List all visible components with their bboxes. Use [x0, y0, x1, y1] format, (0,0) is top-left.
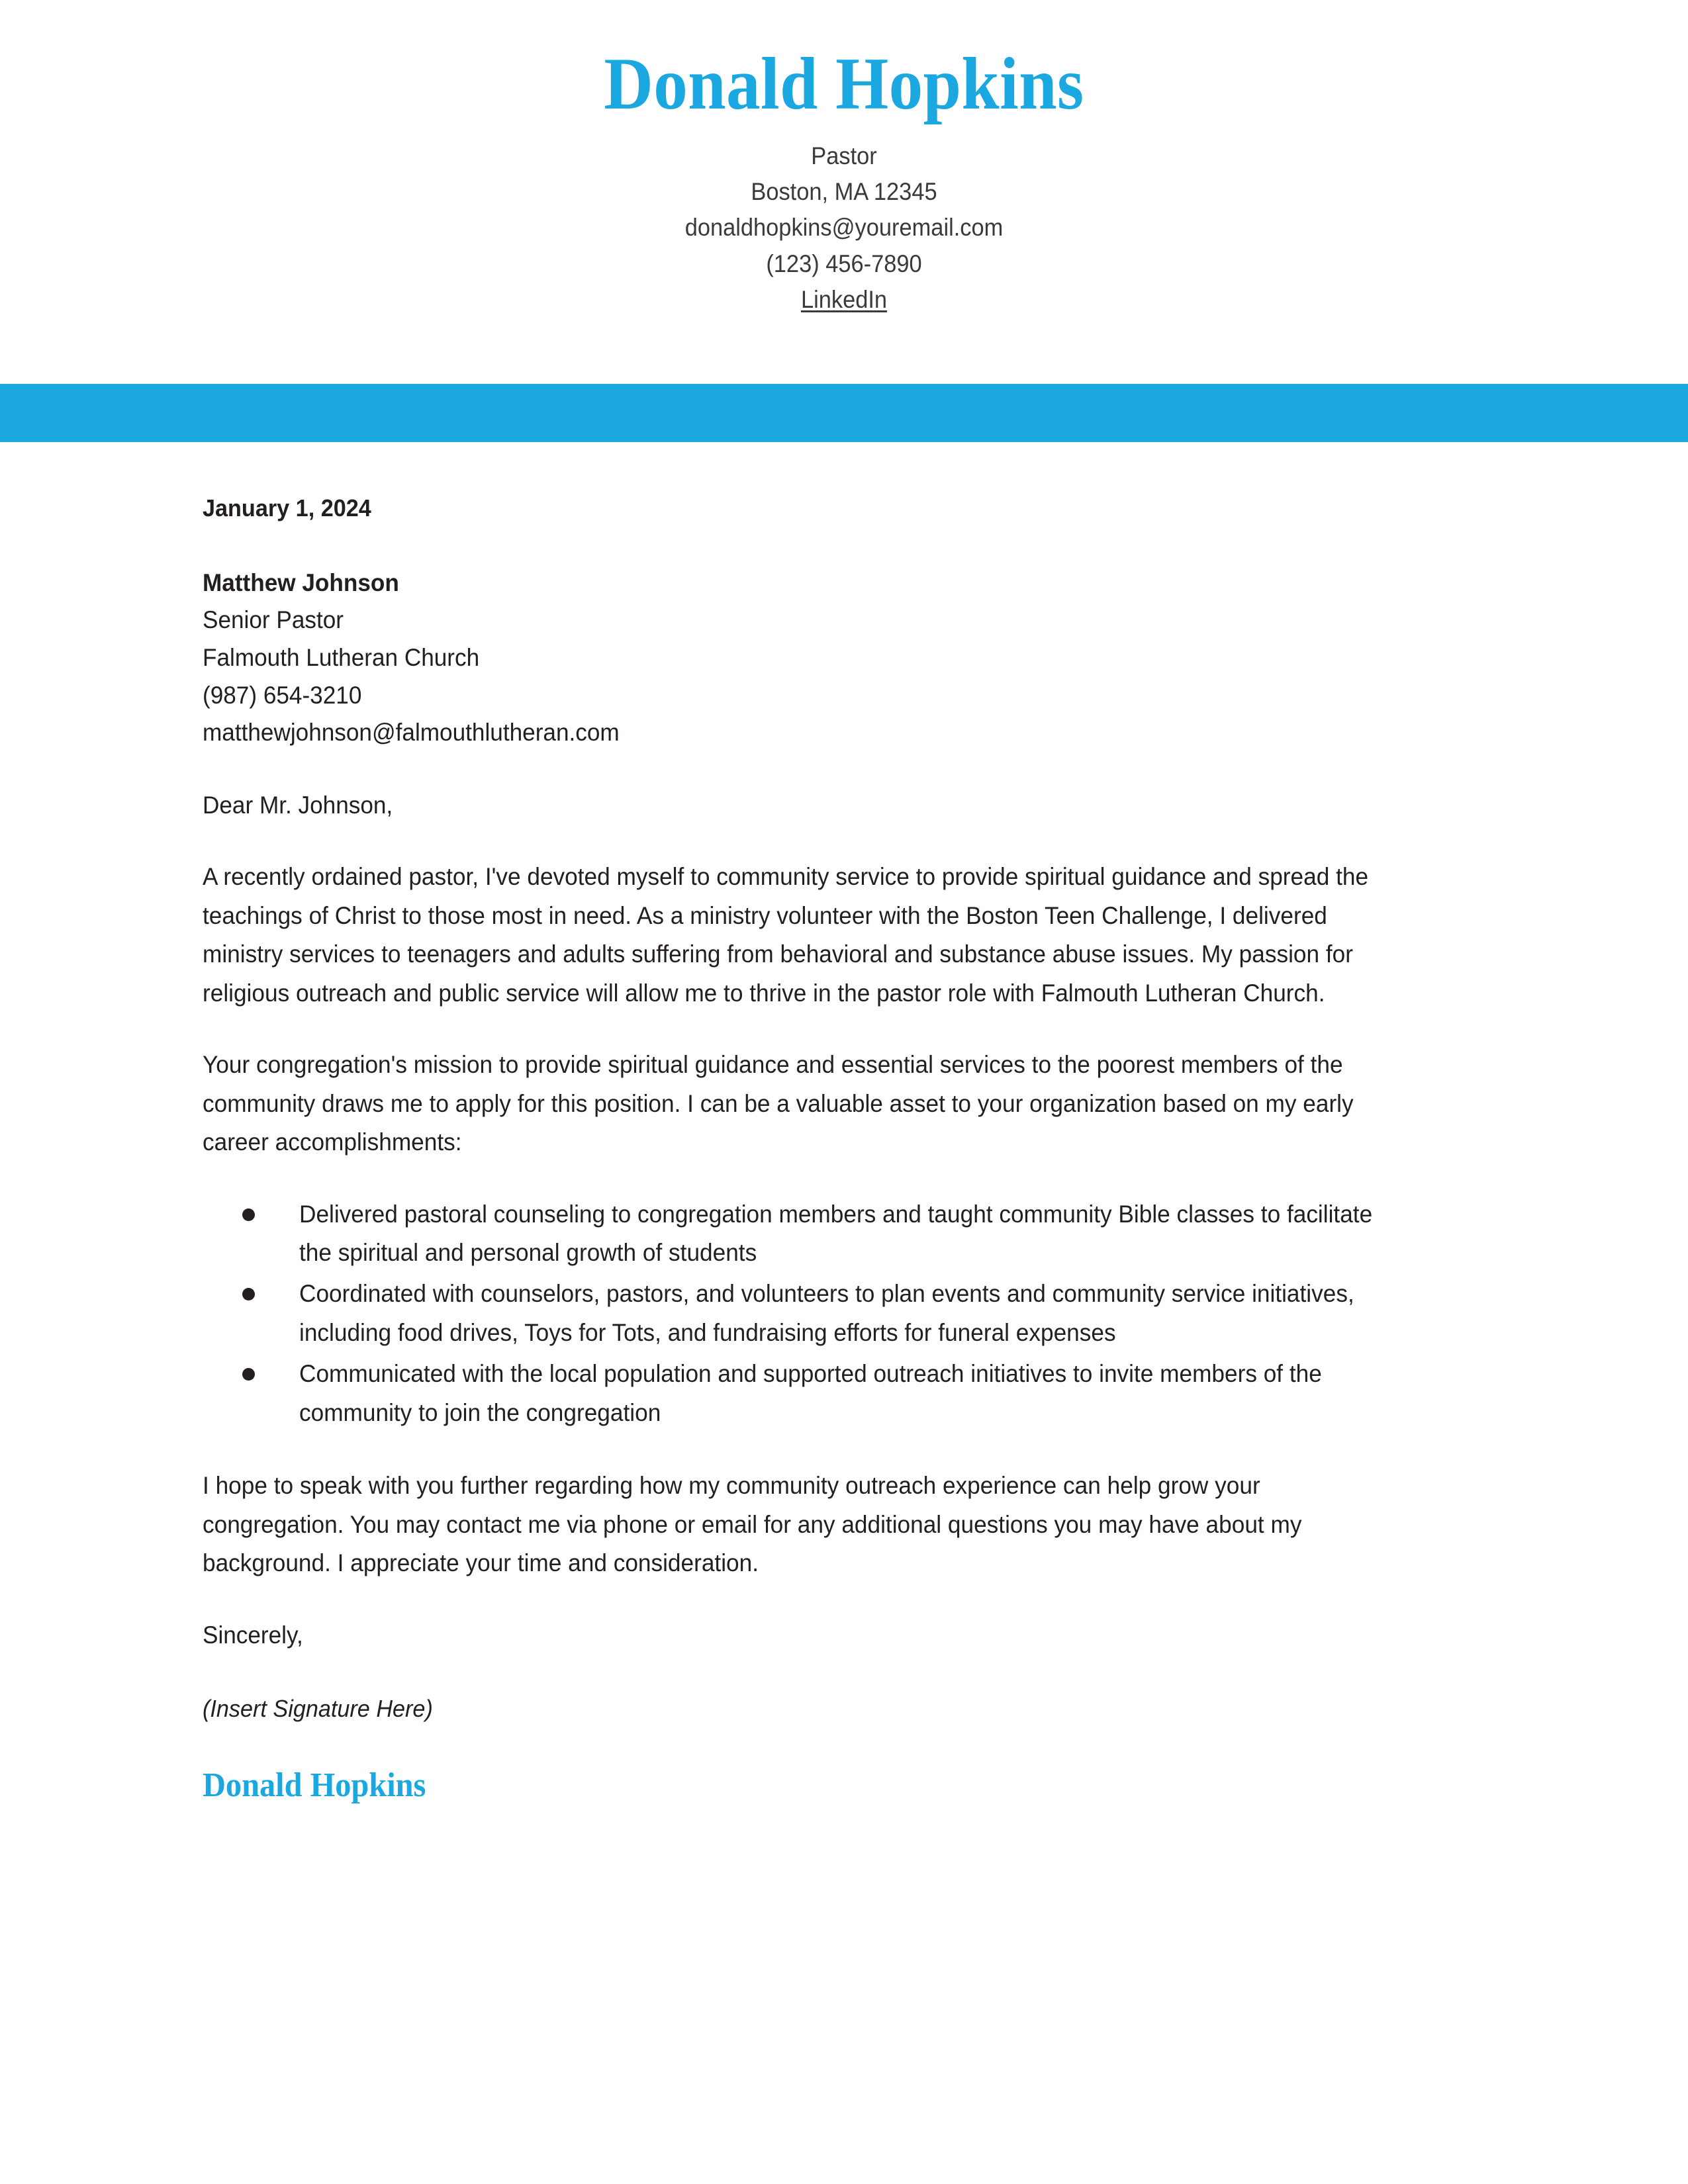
recipient-name: Matthew Johnson [203, 569, 399, 596]
letter-header [0, 0, 1688, 318]
salutation: Dear Mr. Johnson, [203, 791, 393, 819]
letter-body [203, 490, 1457, 1804]
contact-location: Boston, MA 12345 [751, 178, 937, 206]
contact-linkedin-wrapper [59, 282, 1629, 318]
list-item [203, 1275, 1457, 1352]
list-item-label: Delivered pastoral counseling to congregation members and taught community Bible classes to facilitate the spiritual and personal growth of students [299, 1200, 1373, 1266]
recipient-title: Senior Pastor [203, 606, 344, 634]
bullet-dot-icon [242, 1288, 255, 1300]
recipient-block [203, 565, 1457, 752]
list-item [203, 1195, 1457, 1273]
list-item [203, 1355, 1457, 1432]
body-paragraph-2: Your congregation's mission to provide spiritual guidance and essential services to the poorest members of the community draws me to apply for this position. I can be a valuable asset to your organization based on my early career accomplishments: [203, 1051, 1354, 1156]
signature-placeholder: (Insert Signature Here) [203, 1695, 433, 1723]
contact-email[interactable]: donaldhopkins@youremail.com [684, 214, 1004, 242]
list-item-label: Coordinated with counselors, pastors, and volunteers to plan events and community service initiatives, including food drives, Toys for Tots, and fundraising efforts for funeral expenses [299, 1280, 1354, 1346]
applicant-name: Donald Hopkins [604, 43, 1084, 125]
contact-job-title: Pastor [811, 142, 877, 169]
letter-date: January 1, 2024 [203, 494, 371, 522]
contact-linkedin-link[interactable]: LinkedIn [800, 286, 888, 314]
bullet-dot-icon [242, 1368, 255, 1381]
contact-phone: (123) 456-7890 [766, 250, 922, 277]
body-paragraph-1: A recently ordained pastor, I've devoted myself to community service to provide spiritual guidance and spread the teachings of Christ to those most in need. As a ministry volunteer with the Boston Teen Challenge, I delivered ministry services to teenagers and adults suffering from behavioral and substance abuse issues. My passion for religious outreach and public service will allow me to thrive in the pastor role with Falmouth Lutheran Church. [203, 863, 1369, 1007]
closing-salutation: Sincerely, [203, 1621, 303, 1649]
signature-name: Donald Hopkins [203, 1766, 426, 1804]
highlight-list [203, 1195, 1457, 1433]
recipient-phone: (987) 654-3210 [203, 681, 362, 709]
recipient-email: matthewjohnson@falmouthlutheran.com [203, 719, 620, 747]
bullet-dot-icon [242, 1208, 255, 1221]
header-accent-bar [0, 384, 1688, 442]
body-paragraph-3: I hope to speak with you further regarding how my community outreach experience can help grow your congregation. You may contact me via phone or email for any additional questions you may have about my background. I appreciate your time and consideration. [203, 1472, 1302, 1577]
contact-block [0, 138, 1688, 318]
list-item-label: Communicated with the local population and supported outreach initiatives to invite members of the community to join the congregation [299, 1360, 1322, 1426]
recipient-organization: Falmouth Lutheran Church [203, 644, 480, 672]
